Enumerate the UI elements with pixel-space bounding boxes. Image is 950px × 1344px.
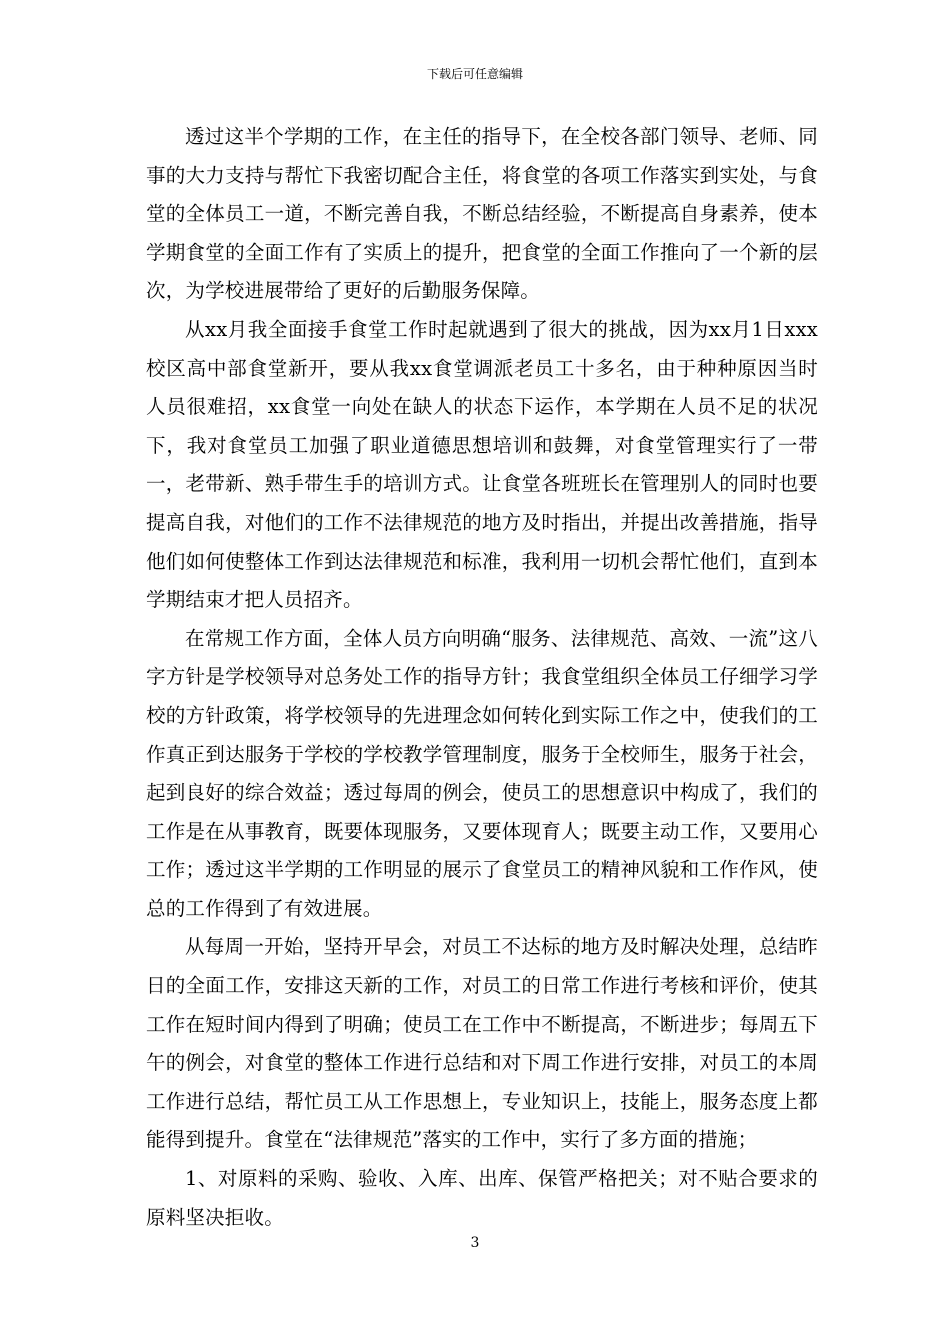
page-number: 3 bbox=[470, 1235, 480, 1251]
paragraph-3: 在常规工作方面，全体人员方向明确“服务、法律规范、高效、一流”这八字方针是学校领导对总务处工作的指导方针；我食堂组织全体员工仔细学习学校的方针政策，将学校领导的先进理念如何转化到实际工作之中，使我们的工作真正到达服务于学校的学校教学管理制度，服务于全校师生，服务于社会，起到良好的综合效益；透过每周的例会，使员工的思想意识中构成了，我们的工作是在从事教育，既要体现服务，又要体现育人；既要主动工作，又要用心工作；透过这半学期的工作明显的展示了食堂员工的精神风貌和工作作风，使总的工作得到了有效进展。 bbox=[146, 626, 818, 920]
paragraph-1: 透过这半个学期的工作，在主任的指导下，在全校各部门领导、老师、同事的大力支持与帮忙下我密切配合主任，将食堂的各项工作落实到实处，与食堂的全体员工一道，不断完善自我，不断总结经验，不断提高自身素养，使本学期食堂的全面工作有了实质上的提升，把食堂的全面工作推向了一个新的层次，为学校进展带给了更好的后勤服务保障。 bbox=[146, 125, 818, 303]
document-body bbox=[146, 118, 818, 1237]
paragraph-4: 从每周一开始，坚持开早会，对员工不达标的地方及时解决处理，总结昨日的全面工作，安排这天新的工作，对员工的日常工作进行考核和评价，使其工作在短时间内得到了明确；使员工在工作中不断提高，不断进步；每周五下午的例会，对食堂的整体工作进行总结和对下周工作进行安排，对员工的本周工作进行总结，帮忙员工从工作思想上，专业知识上，技能上，服务态度上都能得到提升。食堂在“法律规范”落实的工作中，实行了多方面的措施； bbox=[146, 935, 818, 1152]
page-header: 下载后可任意编辑 bbox=[426, 67, 523, 81]
paragraph-5: 1、对原料的采购、验收、入库、出库、保管严格把关；对不贴合要求的原料坚决拒收。 bbox=[146, 1167, 818, 1229]
paragraph-2: 从xx月我全面接手食堂工作时起就遇到了很大的挑战，因为xx月1日xxx校区高中部食堂新开，要从我xx食堂调派老员工十多名，由于种种原因当时人员很难招，xx食堂一向处在缺人的状态下运作，本学期在人员不足的状况下，我对食堂员工加强了职业道德思想培训和鼓舞，对食堂管理实行了一带一，老带新、熟手带生手的培训方式。让食堂各班班长在管理别人的同时也要提高自我，对他们的工作不法律规范的地方及时指出，并提出改善措施，指导他们如何使整体工作到达法律规范和标准，我利用一切机会帮忙他们，直到本学期结束才把人员招齐。 bbox=[146, 317, 818, 612]
